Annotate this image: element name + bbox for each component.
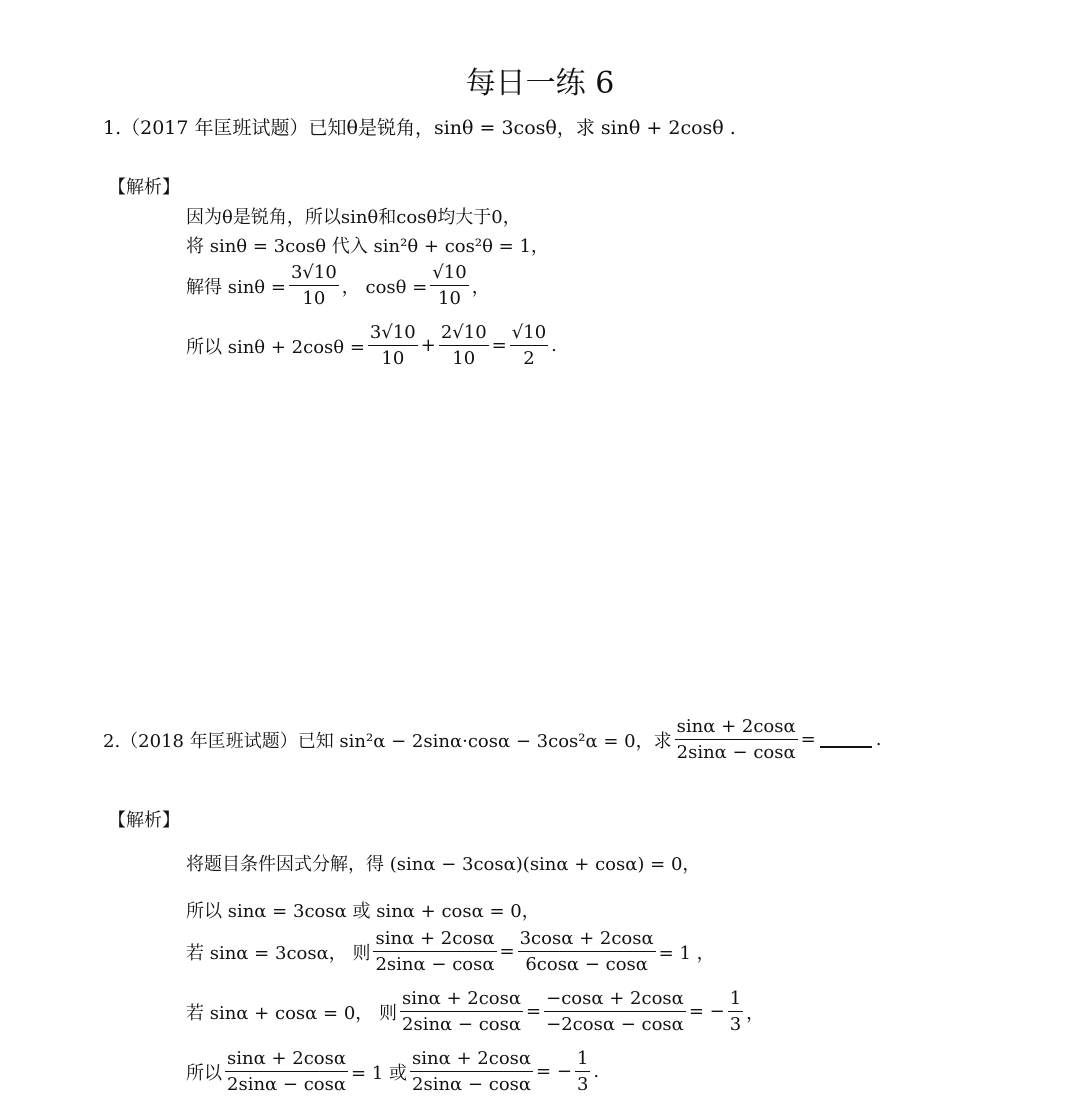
q2-line-2: 所以 sinα = 3cosα 或 sinα + cosα = 0，: [186, 901, 540, 922]
fraction: $\frac{2√10}{10}$: [440, 322, 487, 369]
fraction: $\frac{√10}{2}$: [511, 322, 547, 369]
fraction: $\frac{\sin\alpha + 2\cos\alpha}{2\sin\alpha - \cos\alpha}$: [676, 716, 796, 763]
q1-line-4: 所以 sinθ + 2cosθ = $\frac{3√10}{10}$ + $\frac{2√10}{10}$ = $\frac{√10}{2}$ .: [186, 322, 557, 369]
fraction: $\frac{3√10}{10}$: [369, 322, 416, 369]
fraction: $\frac{-\cos\alpha + 2\cos\alpha}{-2\cos\alpha - \cos\alpha}$: [546, 988, 684, 1035]
fraction: $\frac{\sin\alpha + 2\cos\alpha}{2\sin\alpha - \cos\alpha}$: [402, 988, 522, 1035]
fraction: $\frac{\sin\alpha + 2\cos\alpha}{2\sin\alpha - \cos\alpha}$: [375, 928, 495, 975]
solution-label-1: 【解析】: [108, 177, 180, 198]
page-title: 每日一练 6: [465, 66, 615, 101]
q1-line-1: 因为θ是锐角，所以sinθ和cosθ均大于0，: [186, 207, 521, 228]
fraction: $\frac{\sin\alpha + 2\cos\alpha}{2\sin\alpha - \cos\alpha}$: [412, 1048, 532, 1095]
fraction: $\frac{1}{3}$: [576, 1048, 589, 1095]
solution-label-2: 【解析】: [108, 810, 180, 831]
fraction: $\frac{\sin\alpha + 2\cos\alpha}{2\sin\alpha - \cos\alpha}$: [227, 1048, 347, 1095]
q2-line-4: 若 sinα + cosα = 0， 则 $\frac{\sin\alpha + 2\cos\alpha}{2\sin\alpha - \cos\alpha}$ = $\frac{-\cos\alpha + 2\cos\alpha}{-2\cos\alpha - \cos\alpha}$ = − $\frac{1}{3}$ ，: [186, 988, 765, 1035]
q1-line-2: 将 sinθ = 3cosθ 代入 sin²θ + cos²θ = 1，: [186, 236, 549, 257]
q2-line-1: 将题目条件因式分解，得 (sinα − 3cosα)(sinα + cosα) = 0，: [186, 854, 701, 875]
fraction: $\frac{1}{3}$: [729, 988, 742, 1035]
question-1: 1.（2017 年匡班试题）已知θ是锐角，sinθ = 3cosθ，求 sinθ + 2cosθ .: [103, 117, 736, 139]
fraction: $\frac{3\cos\alpha + 2\cos\alpha}{6\cos\alpha - \cos\alpha}$: [519, 928, 654, 975]
q2-line-5: 所以 $\frac{\sin\alpha + 2\cos\alpha}{2\sin\alpha - \cos\alpha}$ = 1 或 $\frac{\sin\alpha + 2\cos\alpha}{2\sin\alpha - \cos\alpha}$ = − $\frac{1}{3}$ .: [186, 1048, 600, 1095]
q1-line-3: 解得 sinθ = $\frac{3√10}{10}$ ， cosθ = $\frac{√10}{10}$ ，: [186, 262, 490, 309]
answer-blank: [820, 732, 872, 748]
question-2: 2.（2018 年匡班试题）已知 sin²α − 2sinα·cosα − 3cos²α = 0，求 $\frac{\sin\alpha + 2\cos\alpha}{2\sin\alpha - \cos\alpha}$ = .: [103, 716, 882, 763]
fraction: $\frac{3√10}{10}$: [290, 262, 337, 309]
q2-line-3: 若 sinα = 3cosα， 则 $\frac{\sin\alpha + 2\cos\alpha}{2\sin\alpha - \cos\alpha}$ = $\frac{3\cos\alpha + 2\cos\alpha}{6\cos\alpha - \cos\alpha}$ = 1 ，: [186, 928, 715, 975]
fraction: $\frac{√10}{10}$: [432, 262, 467, 309]
